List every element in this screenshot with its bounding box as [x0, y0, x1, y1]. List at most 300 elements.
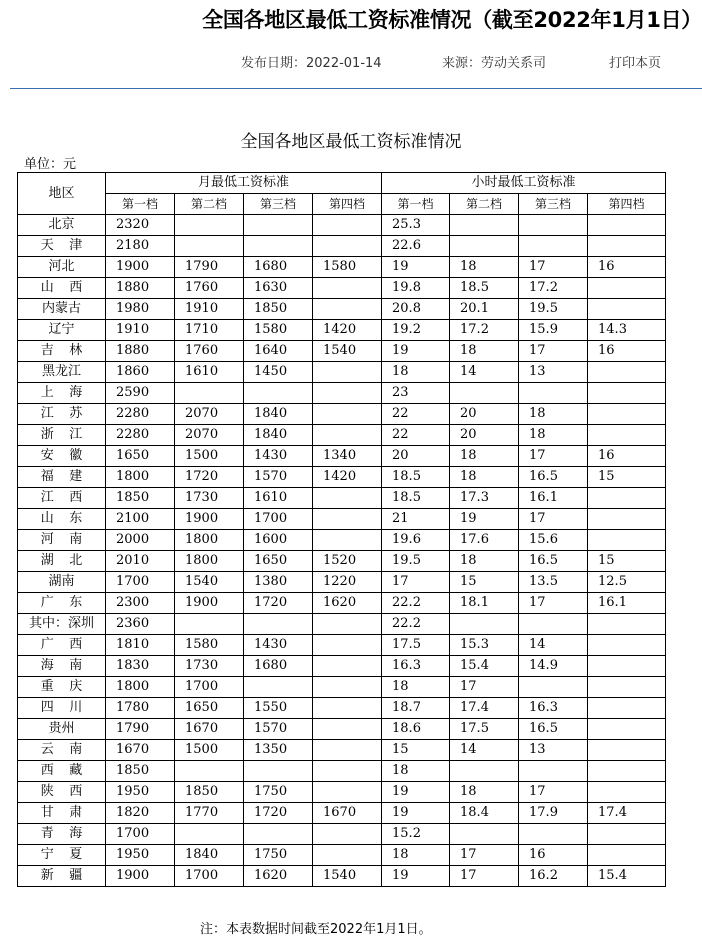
monthly-wage-cell: 1980 — [106, 299, 175, 320]
monthly-wage-cell — [313, 362, 382, 383]
hourly-wage-cell: 23 — [382, 383, 450, 404]
hourly-wage-cell — [519, 215, 588, 236]
hourly-wage-cell — [588, 362, 666, 383]
monthly-wage-cell: 1700 — [175, 866, 244, 887]
monthly-wage-cell: 1710 — [175, 320, 244, 341]
hourly-wage-cell: 18 — [382, 677, 450, 698]
hourly-wage-cell: 22 — [382, 404, 450, 425]
hourly-wage-cell — [588, 824, 666, 845]
region-cell: 江西 — [18, 488, 106, 509]
monthly-wage-cell: 1620 — [244, 866, 313, 887]
table-row — [18, 236, 666, 257]
monthly-wage-cell: 1850 — [106, 761, 175, 782]
monthly-wage-cell: 1540 — [313, 341, 382, 362]
hourly-wage-cell: 17.5 — [382, 635, 450, 656]
region-cell: 四川 — [18, 698, 106, 719]
hourly-wage-cell: 14 — [450, 740, 519, 761]
monthly-wage-cell: 1380 — [244, 572, 313, 593]
hourly-wage-cell: 16.1 — [519, 488, 588, 509]
monthly-wage-cell — [244, 236, 313, 257]
hourly-wage-cell: 22.2 — [382, 614, 450, 635]
hourly-wage-cell: 19.8 — [382, 278, 450, 299]
hourly-wage-cell: 17.4 — [588, 803, 666, 824]
monthly-wage-cell — [313, 215, 382, 236]
hourly-wage-cell: 17 — [519, 509, 588, 530]
table-row — [18, 866, 666, 887]
monthly-wage-cell: 2360 — [106, 614, 175, 635]
table-row — [18, 656, 666, 677]
monthly-wage-cell: 2280 — [106, 425, 175, 446]
monthly-wage-cell — [313, 299, 382, 320]
monthly-wage-cell — [313, 656, 382, 677]
table-row — [18, 278, 666, 299]
hourly-wage-cell — [588, 614, 666, 635]
region-cell: 福建 — [18, 467, 106, 488]
hourly-wage-cell: 16.5 — [519, 551, 588, 572]
monthly-wage-cell: 1900 — [106, 257, 175, 278]
region-cell: 湖南 — [18, 572, 106, 593]
table-row — [18, 362, 666, 383]
region-cell: 北京 — [18, 215, 106, 236]
hourly-header: 小时最低工资标准 — [382, 173, 666, 194]
hourly-wage-cell: 17 — [450, 845, 519, 866]
hourly-wage-cell: 20.1 — [450, 299, 519, 320]
hourly-wage-cell: 15.4 — [450, 656, 519, 677]
hourly-wage-cell: 16 — [588, 446, 666, 467]
table-row — [18, 698, 666, 719]
monthly-wage-cell: 1800 — [106, 467, 175, 488]
hourly-wage-cell: 18 — [382, 761, 450, 782]
region-cell: 西藏 — [18, 761, 106, 782]
monthly-wage-cell: 1770 — [175, 803, 244, 824]
hourly-wage-cell — [450, 383, 519, 404]
table-row — [18, 257, 666, 278]
hourly-wage-cell: 18.6 — [382, 719, 450, 740]
monthly-header: 月最低工资标准 — [106, 173, 382, 194]
hourly-wage-cell: 19 — [382, 803, 450, 824]
monthly-wage-cell — [313, 782, 382, 803]
region-cell: 贵州 — [18, 719, 106, 740]
monthly-wage-cell — [175, 215, 244, 236]
table-row — [18, 719, 666, 740]
hourly-wage-cell — [519, 824, 588, 845]
minimum-wage-table — [17, 172, 666, 887]
hourly-wage-cell — [588, 635, 666, 656]
region-cell: 天津 — [18, 236, 106, 257]
monthly-wage-cell: 1540 — [175, 572, 244, 593]
region-cell: 其中：深圳 — [18, 614, 106, 635]
hourly-wage-cell: 19.6 — [382, 530, 450, 551]
monthly-wage-cell: 1880 — [106, 278, 175, 299]
monthly-wage-cell — [244, 215, 313, 236]
monthly-wage-cell — [313, 698, 382, 719]
monthly-wage-cell — [175, 614, 244, 635]
tier-header: 第二档 — [175, 194, 244, 215]
monthly-wage-cell: 1790 — [106, 719, 175, 740]
table-row — [18, 509, 666, 530]
hourly-wage-cell — [450, 824, 519, 845]
table-row — [18, 488, 666, 509]
monthly-wage-cell: 1450 — [244, 362, 313, 383]
monthly-wage-cell — [244, 383, 313, 404]
region-cell: 云南 — [18, 740, 106, 761]
monthly-wage-cell: 1610 — [175, 362, 244, 383]
monthly-wage-cell: 1220 — [313, 572, 382, 593]
region-cell: 陕西 — [18, 782, 106, 803]
region-cell: 安徽 — [18, 446, 106, 467]
monthly-wage-cell: 1650 — [175, 698, 244, 719]
table-row — [18, 530, 666, 551]
hourly-wage-cell — [588, 740, 666, 761]
hourly-wage-cell: 15.6 — [519, 530, 588, 551]
monthly-wage-cell: 1850 — [244, 299, 313, 320]
hourly-wage-cell: 17.9 — [519, 803, 588, 824]
monthly-wage-cell: 1860 — [106, 362, 175, 383]
hourly-wage-cell: 18 — [450, 257, 519, 278]
table-row — [18, 467, 666, 488]
hourly-wage-cell: 18 — [450, 467, 519, 488]
monthly-wage-cell — [313, 677, 382, 698]
monthly-wage-cell: 1430 — [244, 446, 313, 467]
monthly-wage-cell: 1630 — [244, 278, 313, 299]
hourly-wage-cell: 19 — [382, 257, 450, 278]
region-cell: 江苏 — [18, 404, 106, 425]
monthly-wage-cell — [313, 719, 382, 740]
monthly-wage-cell: 1700 — [244, 509, 313, 530]
hourly-wage-cell: 17 — [382, 572, 450, 593]
monthly-wage-cell — [175, 824, 244, 845]
hourly-wage-cell — [588, 761, 666, 782]
monthly-wage-cell — [313, 278, 382, 299]
hourly-wage-cell: 17 — [519, 257, 588, 278]
monthly-wage-cell — [313, 614, 382, 635]
hourly-wage-cell — [588, 782, 666, 803]
monthly-wage-cell: 1500 — [175, 446, 244, 467]
hourly-wage-cell: 15 — [382, 740, 450, 761]
monthly-wage-cell: 2280 — [106, 404, 175, 425]
region-cell: 吉林 — [18, 341, 106, 362]
table-row — [18, 299, 666, 320]
monthly-wage-cell: 1840 — [244, 425, 313, 446]
hourly-wage-cell: 14 — [450, 362, 519, 383]
hourly-wage-cell: 12.5 — [588, 572, 666, 593]
monthly-wage-cell: 1900 — [106, 866, 175, 887]
monthly-wage-cell — [313, 488, 382, 509]
hourly-wage-cell: 18 — [450, 341, 519, 362]
monthly-wage-cell: 1730 — [175, 488, 244, 509]
monthly-wage-cell — [313, 383, 382, 404]
monthly-wage-cell: 1840 — [244, 404, 313, 425]
tier-header: 第二档 — [450, 194, 519, 215]
table-row — [18, 635, 666, 656]
header-row-groups — [18, 173, 666, 194]
region-cell: 广东 — [18, 593, 106, 614]
header-divider — [10, 88, 702, 89]
monthly-wage-cell — [175, 383, 244, 404]
hourly-wage-cell: 20 — [450, 404, 519, 425]
tier-header: 第四档 — [588, 194, 666, 215]
hourly-wage-cell: 17.4 — [450, 698, 519, 719]
hourly-wage-cell — [588, 488, 666, 509]
monthly-wage-cell: 1670 — [313, 803, 382, 824]
hourly-wage-cell: 17.2 — [450, 320, 519, 341]
table-row — [18, 593, 666, 614]
monthly-wage-cell: 1910 — [175, 299, 244, 320]
table-row — [18, 425, 666, 446]
hourly-wage-cell — [519, 761, 588, 782]
header-row-tiers — [18, 194, 666, 215]
monthly-wage-cell: 1790 — [175, 257, 244, 278]
hourly-wage-cell: 18.7 — [382, 698, 450, 719]
hourly-wage-cell: 17 — [519, 341, 588, 362]
table-row — [18, 824, 666, 845]
monthly-wage-cell: 1670 — [175, 719, 244, 740]
monthly-wage-cell — [313, 236, 382, 257]
region-cell: 湖北 — [18, 551, 106, 572]
region-cell: 宁夏 — [18, 845, 106, 866]
hourly-wage-cell: 13.5 — [519, 572, 588, 593]
hourly-wage-cell: 19 — [450, 509, 519, 530]
table-row — [18, 761, 666, 782]
monthly-wage-cell: 1840 — [175, 845, 244, 866]
monthly-wage-cell: 1640 — [244, 341, 313, 362]
hourly-wage-cell — [450, 614, 519, 635]
hourly-wage-cell: 17.5 — [450, 719, 519, 740]
region-cell: 内蒙古 — [18, 299, 106, 320]
hourly-wage-cell: 15.9 — [519, 320, 588, 341]
monthly-wage-cell: 1610 — [244, 488, 313, 509]
tier-header: 第三档 — [244, 194, 313, 215]
monthly-wage-cell: 1620 — [313, 593, 382, 614]
hourly-wage-cell: 17 — [519, 593, 588, 614]
monthly-wage-cell: 1650 — [244, 551, 313, 572]
monthly-wage-cell: 1850 — [106, 488, 175, 509]
monthly-wage-cell: 1800 — [106, 677, 175, 698]
hourly-wage-cell: 16.3 — [382, 656, 450, 677]
table-row — [18, 782, 666, 803]
region-cell: 浙江 — [18, 425, 106, 446]
hourly-wage-cell: 18.4 — [450, 803, 519, 824]
hourly-wage-cell: 20 — [450, 425, 519, 446]
hourly-wage-cell: 15.2 — [382, 824, 450, 845]
hourly-wage-cell: 14.9 — [519, 656, 588, 677]
monthly-wage-cell: 2010 — [106, 551, 175, 572]
hourly-wage-cell: 19.5 — [382, 551, 450, 572]
monthly-wage-cell — [313, 845, 382, 866]
print-page-link[interactable]: 打印本页 — [609, 56, 662, 71]
monthly-wage-cell — [244, 824, 313, 845]
monthly-wage-cell: 1700 — [106, 572, 175, 593]
region-cell: 山西 — [18, 278, 106, 299]
hourly-wage-cell: 18 — [382, 845, 450, 866]
monthly-wage-cell: 1580 — [244, 320, 313, 341]
hourly-wage-cell: 15.3 — [450, 635, 519, 656]
monthly-wage-cell: 1760 — [175, 341, 244, 362]
hourly-wage-cell: 16.5 — [519, 719, 588, 740]
region-cell: 重庆 — [18, 677, 106, 698]
table-row — [18, 572, 666, 593]
hourly-wage-cell: 18.1 — [450, 593, 519, 614]
table-row — [18, 740, 666, 761]
monthly-wage-cell: 1900 — [175, 509, 244, 530]
monthly-wage-cell: 1700 — [106, 824, 175, 845]
monthly-wage-cell: 1750 — [244, 845, 313, 866]
hourly-wage-cell: 14.3 — [588, 320, 666, 341]
hourly-wage-cell: 15 — [588, 467, 666, 488]
region-cell: 海南 — [18, 656, 106, 677]
hourly-wage-cell: 16.2 — [519, 866, 588, 887]
monthly-wage-cell: 2000 — [106, 530, 175, 551]
tier-header: 第一档 — [106, 194, 175, 215]
monthly-wage-cell — [313, 509, 382, 530]
monthly-wage-cell: 2070 — [175, 425, 244, 446]
monthly-wage-cell: 1850 — [175, 782, 244, 803]
monthly-wage-cell — [244, 677, 313, 698]
table-row — [18, 551, 666, 572]
region-cell: 甘肃 — [18, 803, 106, 824]
monthly-wage-cell: 1800 — [175, 530, 244, 551]
hourly-wage-cell: 21 — [382, 509, 450, 530]
monthly-wage-cell: 1820 — [106, 803, 175, 824]
monthly-wage-cell: 1720 — [175, 467, 244, 488]
hourly-wage-cell: 13 — [519, 362, 588, 383]
tier-header: 第四档 — [313, 194, 382, 215]
monthly-wage-cell: 1910 — [106, 320, 175, 341]
monthly-wage-cell — [313, 824, 382, 845]
hourly-wage-cell: 16 — [519, 845, 588, 866]
table-row — [18, 803, 666, 824]
monthly-wage-cell: 1570 — [244, 719, 313, 740]
monthly-wage-cell: 1420 — [313, 320, 382, 341]
monthly-wage-cell: 1600 — [244, 530, 313, 551]
monthly-wage-cell: 1350 — [244, 740, 313, 761]
monthly-wage-cell: 1520 — [313, 551, 382, 572]
monthly-wage-cell: 1950 — [106, 845, 175, 866]
monthly-wage-cell: 1430 — [244, 635, 313, 656]
hourly-wage-cell: 22 — [382, 425, 450, 446]
monthly-wage-cell: 1500 — [175, 740, 244, 761]
monthly-wage-cell: 1830 — [106, 656, 175, 677]
region-cell: 上海 — [18, 383, 106, 404]
unit-label: 单位：元 — [24, 157, 77, 172]
region-cell: 河南 — [18, 530, 106, 551]
monthly-wage-cell: 1720 — [244, 803, 313, 824]
monthly-wage-cell: 2100 — [106, 509, 175, 530]
table-row — [18, 383, 666, 404]
source-label: 来源：劳动关系司 — [442, 56, 547, 71]
region-cell: 辽宁 — [18, 320, 106, 341]
hourly-wage-cell — [588, 425, 666, 446]
monthly-wage-cell: 1680 — [244, 656, 313, 677]
hourly-wage-cell — [588, 719, 666, 740]
hourly-wage-cell: 22.2 — [382, 593, 450, 614]
monthly-wage-cell: 1340 — [313, 446, 382, 467]
hourly-wage-cell: 18.5 — [382, 488, 450, 509]
table-body — [18, 215, 666, 887]
monthly-wage-cell: 1720 — [244, 593, 313, 614]
monthly-wage-cell: 1670 — [106, 740, 175, 761]
hourly-wage-cell: 16.5 — [519, 467, 588, 488]
hourly-wage-cell: 17 — [519, 782, 588, 803]
hourly-wage-cell: 17 — [450, 677, 519, 698]
hourly-wage-cell: 13 — [519, 740, 588, 761]
region-cell: 黑龙江 — [18, 362, 106, 383]
hourly-wage-cell — [588, 299, 666, 320]
monthly-wage-cell: 1750 — [244, 782, 313, 803]
hourly-wage-cell — [588, 677, 666, 698]
hourly-wage-cell — [588, 509, 666, 530]
table-row — [18, 341, 666, 362]
hourly-wage-cell — [588, 236, 666, 257]
region-cell: 广西 — [18, 635, 106, 656]
table-row — [18, 446, 666, 467]
hourly-wage-cell: 20.8 — [382, 299, 450, 320]
region-cell: 新疆 — [18, 866, 106, 887]
hourly-wage-cell — [450, 236, 519, 257]
hourly-wage-cell: 15 — [588, 551, 666, 572]
monthly-wage-cell: 1780 — [106, 698, 175, 719]
hourly-wage-cell — [588, 656, 666, 677]
hourly-wage-cell: 22.6 — [382, 236, 450, 257]
monthly-wage-cell — [313, 761, 382, 782]
monthly-wage-cell: 1420 — [313, 467, 382, 488]
region-header: 地区 — [18, 173, 106, 215]
monthly-wage-cell: 1650 — [106, 446, 175, 467]
monthly-wage-cell: 1900 — [175, 593, 244, 614]
monthly-wage-cell: 1760 — [175, 278, 244, 299]
hourly-wage-cell — [588, 278, 666, 299]
hourly-wage-cell — [588, 845, 666, 866]
monthly-wage-cell: 1680 — [244, 257, 313, 278]
hourly-wage-cell — [519, 677, 588, 698]
monthly-wage-cell: 1580 — [313, 257, 382, 278]
hourly-wage-cell — [450, 761, 519, 782]
monthly-wage-cell — [175, 236, 244, 257]
hourly-wage-cell: 18 — [450, 551, 519, 572]
hourly-wage-cell: 18 — [450, 446, 519, 467]
hourly-wage-cell — [588, 383, 666, 404]
hourly-wage-cell: 18 — [519, 404, 588, 425]
region-cell: 河北 — [18, 257, 106, 278]
monthly-wage-cell: 2590 — [106, 383, 175, 404]
hourly-wage-cell: 16.1 — [588, 593, 666, 614]
hourly-wage-cell: 16.3 — [519, 698, 588, 719]
hourly-wage-cell: 19.2 — [382, 320, 450, 341]
hourly-wage-cell: 14 — [519, 635, 588, 656]
monthly-wage-cell: 2070 — [175, 404, 244, 425]
table-row — [18, 614, 666, 635]
monthly-wage-cell — [244, 614, 313, 635]
hourly-wage-cell: 15 — [450, 572, 519, 593]
monthly-wage-cell: 2300 — [106, 593, 175, 614]
table-row — [18, 215, 666, 236]
hourly-wage-cell: 20 — [382, 446, 450, 467]
hourly-wage-cell: 18.5 — [450, 278, 519, 299]
tier-header: 第三档 — [519, 194, 588, 215]
hourly-wage-cell: 25.3 — [382, 215, 450, 236]
monthly-wage-cell: 1540 — [313, 866, 382, 887]
monthly-wage-cell: 1570 — [244, 467, 313, 488]
monthly-wage-cell: 2180 — [106, 236, 175, 257]
monthly-wage-cell — [175, 761, 244, 782]
page-title: 全国各地区最低工资标准情况（截至2022年1月1日） — [202, 8, 702, 32]
hourly-wage-cell: 15.4 — [588, 866, 666, 887]
hourly-wage-cell — [588, 404, 666, 425]
hourly-wage-cell — [588, 215, 666, 236]
hourly-wage-cell: 17.3 — [450, 488, 519, 509]
region-cell: 青海 — [18, 824, 106, 845]
hourly-wage-cell — [519, 614, 588, 635]
